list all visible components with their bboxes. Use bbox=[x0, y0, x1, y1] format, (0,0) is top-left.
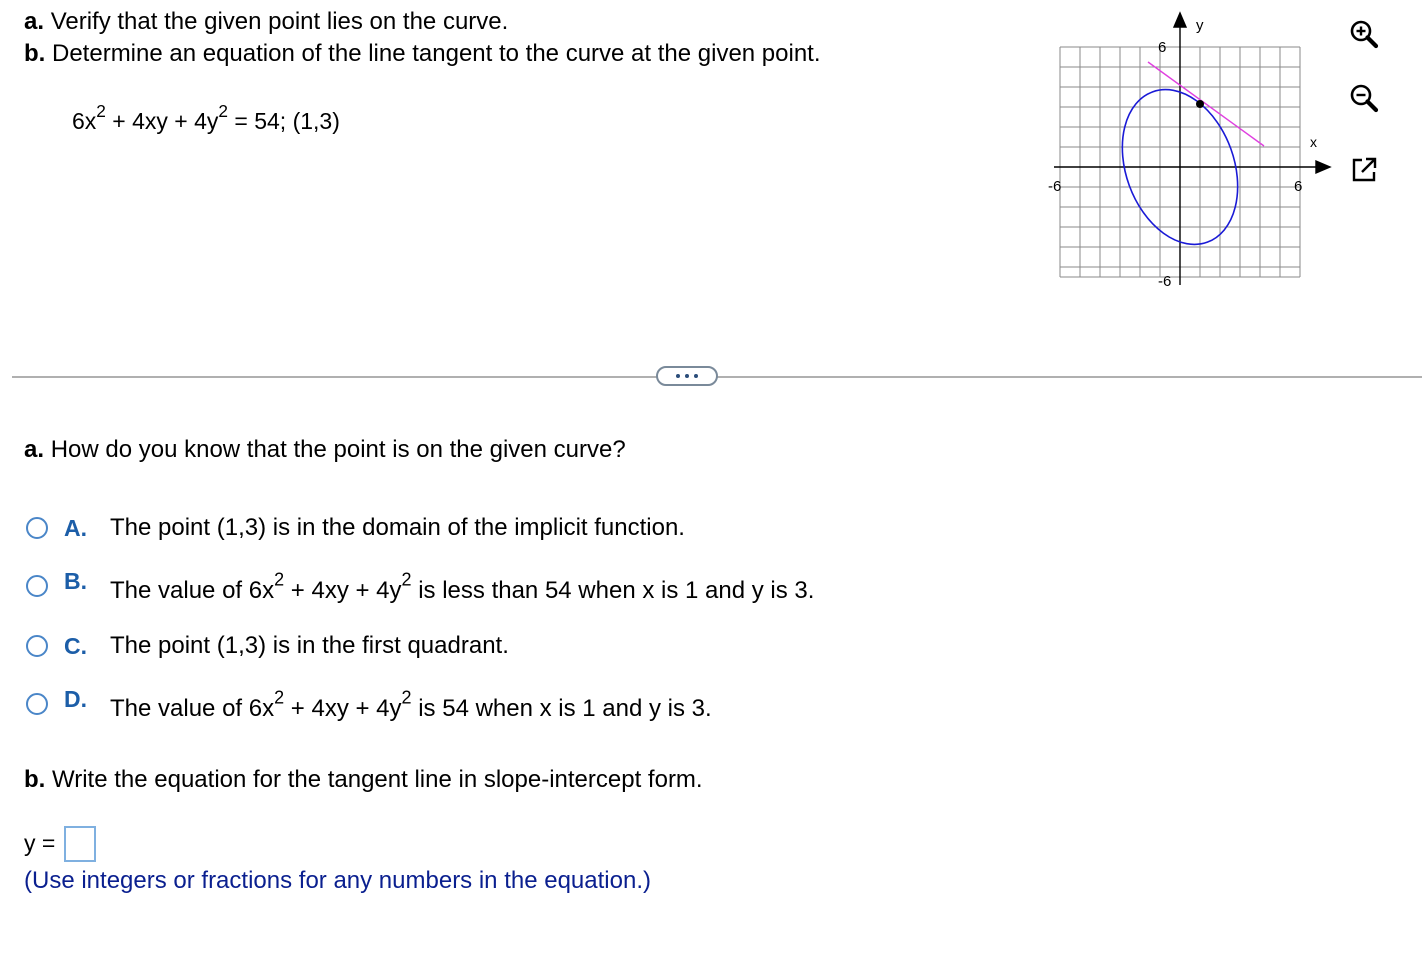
external-link-icon bbox=[1349, 155, 1379, 185]
tangent-equation-input[interactable] bbox=[64, 826, 96, 862]
zoom-in-icon bbox=[1347, 17, 1381, 51]
option-text bbox=[110, 569, 815, 605]
point-of-tangency bbox=[1196, 100, 1204, 108]
option-letter: A. bbox=[64, 514, 87, 541]
option-text-part: is less than 54 when x is 1 and y is 3. bbox=[411, 577, 815, 604]
part-b-text: Determine an equation of the line tangent to the curve at the given point. bbox=[52, 40, 821, 67]
question-b bbox=[24, 764, 703, 796]
option-letter: D. bbox=[64, 686, 87, 712]
dot-icon bbox=[676, 374, 680, 378]
part-a-instruction bbox=[24, 6, 508, 38]
option-letter: C. bbox=[64, 632, 87, 659]
tick-label-x-pos: 6 bbox=[1294, 178, 1303, 195]
option-c[interactable] bbox=[26, 626, 509, 666]
given-equation bbox=[72, 100, 340, 135]
option-b[interactable] bbox=[26, 566, 814, 606]
option-text-part: is 54 when x is 1 and y is 3. bbox=[411, 695, 712, 722]
y-axis-label: y bbox=[1196, 17, 1204, 34]
tick-label-x-neg: -6 bbox=[1048, 178, 1062, 195]
exponent: 2 bbox=[274, 687, 285, 708]
question-a-label: a. bbox=[24, 436, 45, 463]
x-axis-arrow bbox=[1316, 161, 1330, 173]
tangent-line bbox=[1148, 62, 1264, 146]
option-text-part: The value of 6x bbox=[110, 695, 275, 722]
y-axis-arrow bbox=[1174, 13, 1186, 27]
equation-term: + 4xy + 4y bbox=[105, 108, 219, 134]
option-text-part: The value of 6x bbox=[110, 577, 275, 604]
part-a-text: Verify that the given point lies on the curve. bbox=[50, 8, 509, 35]
part-b-instruction bbox=[24, 38, 821, 70]
equation-term: = 54; (1,3) bbox=[228, 108, 340, 134]
expand-more-button[interactable] bbox=[656, 366, 718, 386]
dot-icon bbox=[694, 374, 698, 378]
zoom-out-icon bbox=[1347, 81, 1381, 115]
answer-prefix: y = bbox=[24, 830, 56, 856]
equation-exponent: 2 bbox=[218, 100, 228, 121]
option-text: The point (1,3) is in the domain of the implicit function. bbox=[110, 514, 685, 541]
radio-button[interactable] bbox=[26, 575, 48, 597]
zoom-out-button[interactable] bbox=[1344, 78, 1384, 118]
question-a-text: How do you know that the point is on the given curve? bbox=[50, 436, 626, 463]
tick-label-y-pos: 6 bbox=[1158, 39, 1167, 56]
radio-button[interactable] bbox=[26, 635, 48, 657]
tick-label-y-neg: -6 bbox=[1158, 273, 1172, 290]
answer-hint: (Use integers or fractions for any numbers in the equation.) bbox=[24, 867, 651, 894]
question-b-text: Write the equation for the tangent line in slope-intercept form. bbox=[52, 766, 703, 793]
option-text: The point (1,3) is in the first quadrant. bbox=[110, 632, 509, 659]
option-text-part: + 4xy + 4y bbox=[284, 577, 402, 604]
radio-button[interactable] bbox=[26, 693, 48, 715]
option-letter: B. bbox=[64, 568, 87, 594]
zoom-in-button[interactable] bbox=[1344, 14, 1384, 54]
option-d[interactable] bbox=[26, 684, 712, 724]
exponent: 2 bbox=[274, 569, 285, 590]
curve-graph bbox=[1040, 10, 1340, 295]
part-b-label: b. bbox=[24, 40, 46, 67]
radio-button[interactable] bbox=[26, 517, 48, 539]
dot-icon bbox=[685, 374, 689, 378]
equation-exponent: 2 bbox=[96, 100, 106, 121]
option-text-part: + 4xy + 4y bbox=[284, 695, 402, 722]
option-a[interactable] bbox=[26, 508, 685, 548]
open-in-new-window-button[interactable] bbox=[1344, 150, 1384, 190]
option-text bbox=[110, 687, 712, 723]
equation-term: 6x bbox=[72, 108, 97, 134]
exponent: 2 bbox=[401, 569, 412, 590]
part-a-label: a. bbox=[24, 8, 45, 35]
question-b-label: b. bbox=[24, 766, 46, 793]
x-axis-label: x bbox=[1310, 134, 1317, 150]
exponent: 2 bbox=[401, 687, 412, 708]
question-a bbox=[24, 434, 626, 466]
